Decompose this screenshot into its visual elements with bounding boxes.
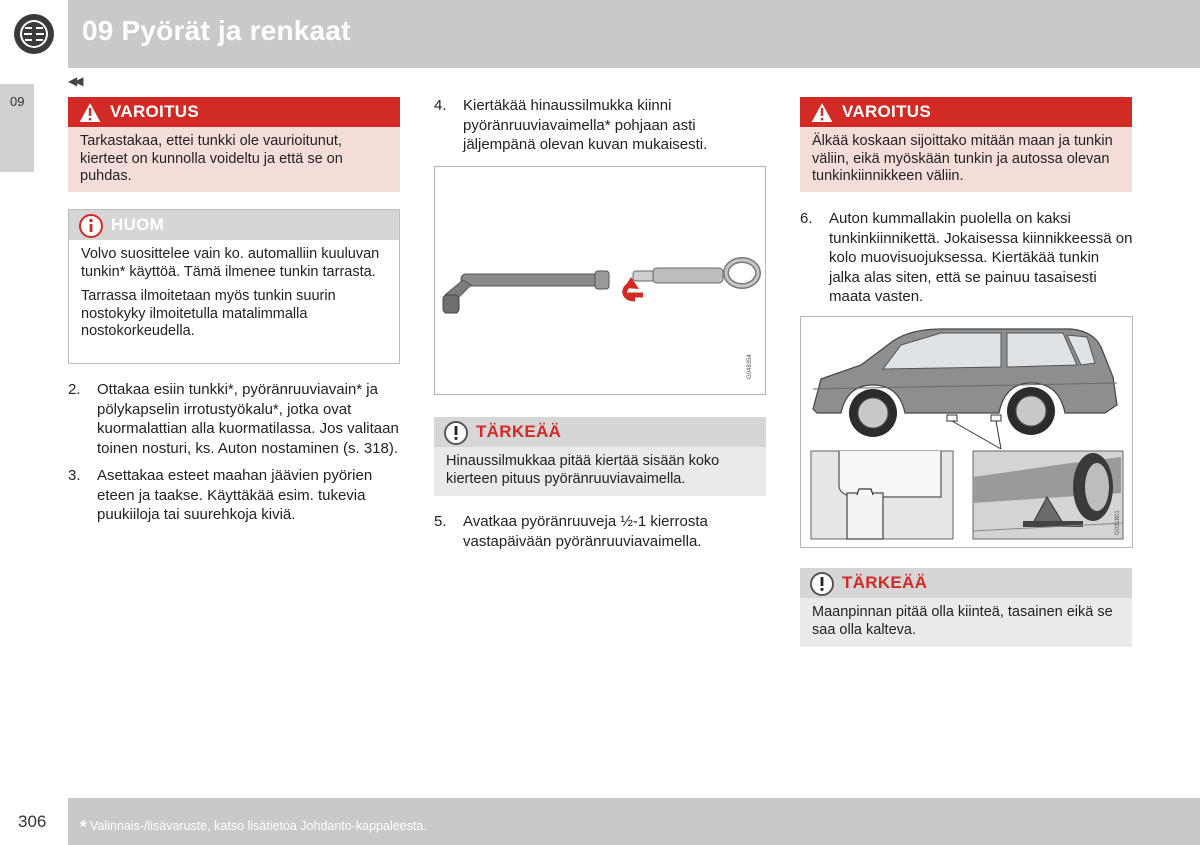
warning-header — [68, 97, 400, 127]
steps-list-col2-bottom — [434, 512, 768, 559]
back-arrows-icon[interactable]: ◀◀ — [68, 74, 81, 88]
step-number: 3. — [68, 467, 81, 484]
steps-list-col1 — [68, 380, 402, 533]
important-text: Hinaussilmukkaa pitää kiertää sisään koko kierteen pituus pyöränruuviavaimella. — [446, 453, 720, 487]
important-text: Maanpinnan pitää olla kiinteä, tasainen eikä se saa olla kalteva. — [812, 604, 1113, 638]
chapter-title: 09 Pyörät ja renkaat — [82, 15, 351, 46]
step-item — [434, 512, 768, 551]
step-text: Asettakaa esteet maahan jäävien pyörien eteen ja taakse. Käyttäkää esim. tukevia puukiiloja tai suurehkoja kiviä. — [97, 467, 373, 523]
warning-triangle-icon — [76, 99, 104, 125]
figure-code: G048354 — [747, 354, 753, 379]
warning-box — [68, 97, 400, 192]
step-text: Avatkaa pyöränruuveja ½-1 kierrosta vastapäivään pyöränruuviavaimella. — [463, 513, 708, 550]
footnote — [80, 814, 427, 835]
step-number: 5. — [434, 513, 447, 530]
note-label: HUOM — [111, 215, 165, 234]
tow-eye-wrench-illustration — [435, 167, 765, 394]
footer-page-area — [0, 798, 68, 845]
step-text: Kiertäkää hinaussilmukka kiinni pyöränruuviavaimella* pohjaan asti jäljempänä olevan kuvan mukaisesti. — [463, 97, 708, 153]
steps-list-col2-top — [434, 96, 768, 163]
important-label: TÄRKEÄÄ — [842, 573, 928, 592]
step-text: Ottakaa esiin tunkki*, pyöränruuviavain* ja pölykapselin irrotustyökalu*, jotka ovat kuormalattian alla kuormatilassa. Jos valitaan toinen nosturi, ks. Auton nostaminen (s. 318). — [97, 381, 399, 457]
info-icon — [77, 212, 105, 240]
step-item — [434, 96, 768, 155]
warning-text: Älkää koskaan sijoittako mitään maan ja tunkin väliin, eikä myöskään tunkin ja autossa olevan tunkinkiinnikkeen väliin. — [812, 133, 1113, 184]
tire-icon — [12, 12, 56, 56]
tow-eye-wrench-figure — [434, 166, 766, 395]
step-item — [68, 380, 402, 458]
exclamation-icon — [808, 570, 836, 598]
warning-text: Tarkastakaa, ettei tunkki ole vaurioitunut, kierteet on kunnolla voideltu ja että se on puhdas. — [80, 133, 343, 184]
important-header — [800, 568, 1132, 598]
chapter-tab-label: 09 — [10, 94, 25, 109]
figure-code: G031801 — [1115, 510, 1121, 535]
note-body — [69, 240, 399, 349]
footnote-star: * — [80, 817, 88, 837]
note-header — [69, 210, 399, 240]
step-number: 2. — [68, 381, 81, 398]
page-header — [0, 0, 1200, 68]
footnote-text: Valinnais-/lisävaruste, katso lisätietoa Johdanto-kappaleesta. — [90, 819, 427, 833]
warning-label: VAROITUS — [110, 102, 199, 121]
warning-box — [800, 97, 1132, 192]
chapter-tab[interactable] — [0, 84, 34, 172]
warning-label: VAROITUS — [842, 102, 931, 121]
page-number: 306 — [18, 812, 47, 831]
page-footer — [0, 798, 1200, 845]
step-item — [68, 466, 402, 525]
warning-triangle-icon — [808, 99, 836, 125]
step-number: 4. — [434, 97, 447, 114]
important-box — [434, 417, 766, 496]
note-box — [68, 209, 400, 364]
warning-header — [800, 97, 1132, 127]
step-text: Auton kummallakin puolella on kaksi tunkinkiinnikettä. Jokaisessa kiinnikkeessä on kolo muovisuojuksessa. Kiertäkää tunkin jalka alas siten, että se painuu tasaisesti maata vasten. — [829, 210, 1133, 305]
important-label: TÄRKEÄÄ — [476, 422, 562, 441]
exclamation-icon — [442, 419, 470, 447]
car-jack-figure — [800, 316, 1133, 548]
car-jack-illustration — [801, 317, 1132, 547]
step-number: 6. — [800, 210, 813, 227]
note-paragraph: Tarrassa ilmoitetaan myös tunkin suurin nostokyky ilmoitetulla matalimmalla nostokorkeudella. — [81, 288, 336, 339]
header-icon-area — [0, 0, 68, 68]
important-box — [800, 568, 1132, 647]
important-header — [434, 417, 766, 447]
note-paragraph: Volvo suosittelee vain ko. automalliin kuuluvan tunkin* käyttöä. Tämä ilmenee tunkin tarrasta. — [81, 246, 380, 280]
steps-list-col3 — [800, 209, 1134, 315]
step-item — [800, 209, 1134, 307]
